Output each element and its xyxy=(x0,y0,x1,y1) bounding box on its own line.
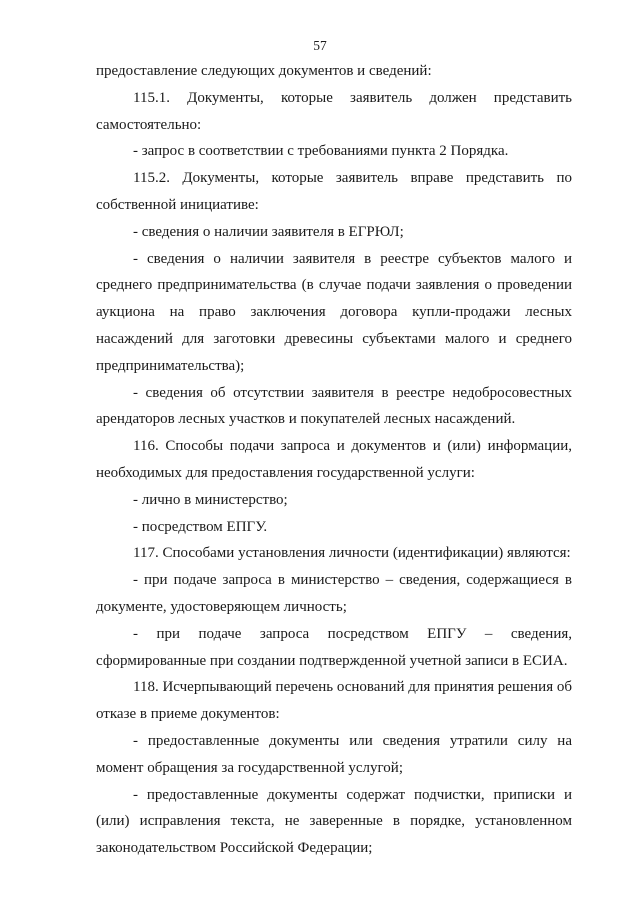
paragraph-115-2: 115.2. Документы, которые заявитель вправе представить по собственной инициативе: xyxy=(96,170,572,213)
paragraph-117: 117. Способами установления личности (идентификации) являются: xyxy=(133,545,571,562)
paragraph-unfair-registry-item: - сведения об отсутствии заявителя в реестре недобросовестных арендаторов лесных участков и покупателей лесных насаждений. xyxy=(96,384,572,428)
paragraph-request-item: - запрос в соответствии с требованиями пункта 2 Порядка. xyxy=(133,143,509,160)
paragraph-epgu-identification-item: - при подаче запроса посредством ЕПГУ – сведения, сформированные при создании подтвержденной учетной записи в ЕСИА. xyxy=(96,625,572,669)
paragraph-expired-documents-item: - предоставленные документы или сведения утратили силу на момент обращения за государственной услугой; xyxy=(96,732,572,776)
paragraph-epgu-item: - посредством ЕПГУ. xyxy=(133,518,268,535)
paragraph-sme-registry-item: - сведения о наличии заявителя в реестре субъектов малого и среднего предпринимательства (в случае подачи заявления о проведении аукциона на право заключения договора купли-продажи лесных насаждений для заготовки древесины субъектами малого и среднего предпринимательства); xyxy=(96,250,572,374)
page-number: 57 xyxy=(313,38,327,53)
paragraph-intro: предоставление следующих документов и сведений: xyxy=(96,63,432,79)
paragraph-in-person-item: - лично в министерство; xyxy=(133,491,288,508)
paragraph-ministry-identification-item: - при подаче запроса в министерство – сведения, содержащиеся в документе, удостоверяющем личность; xyxy=(96,572,572,615)
paragraph-116: 116. Способы подачи запроса и документов и (или) информации, необходимых для предоставления государственной услуги: xyxy=(96,438,572,481)
paragraph-115-1: 115.1. Документы, которые заявитель должен представить самостоятельно: xyxy=(96,89,572,133)
paragraph-118: 118. Исчерпывающий перечень оснований для принятия решения об отказе в приеме документов: xyxy=(96,679,572,723)
paragraph-corrections-item: - предоставленные документы содержат подчистки, приписки и (или) исправления текста, не заверенные в порядке, установленном законодательством Российской Федерации; xyxy=(96,786,572,857)
paragraph-egrul-item: - сведения о наличии заявителя в ЕГРЮЛ; xyxy=(133,223,404,240)
document-body xyxy=(96,58,572,862)
